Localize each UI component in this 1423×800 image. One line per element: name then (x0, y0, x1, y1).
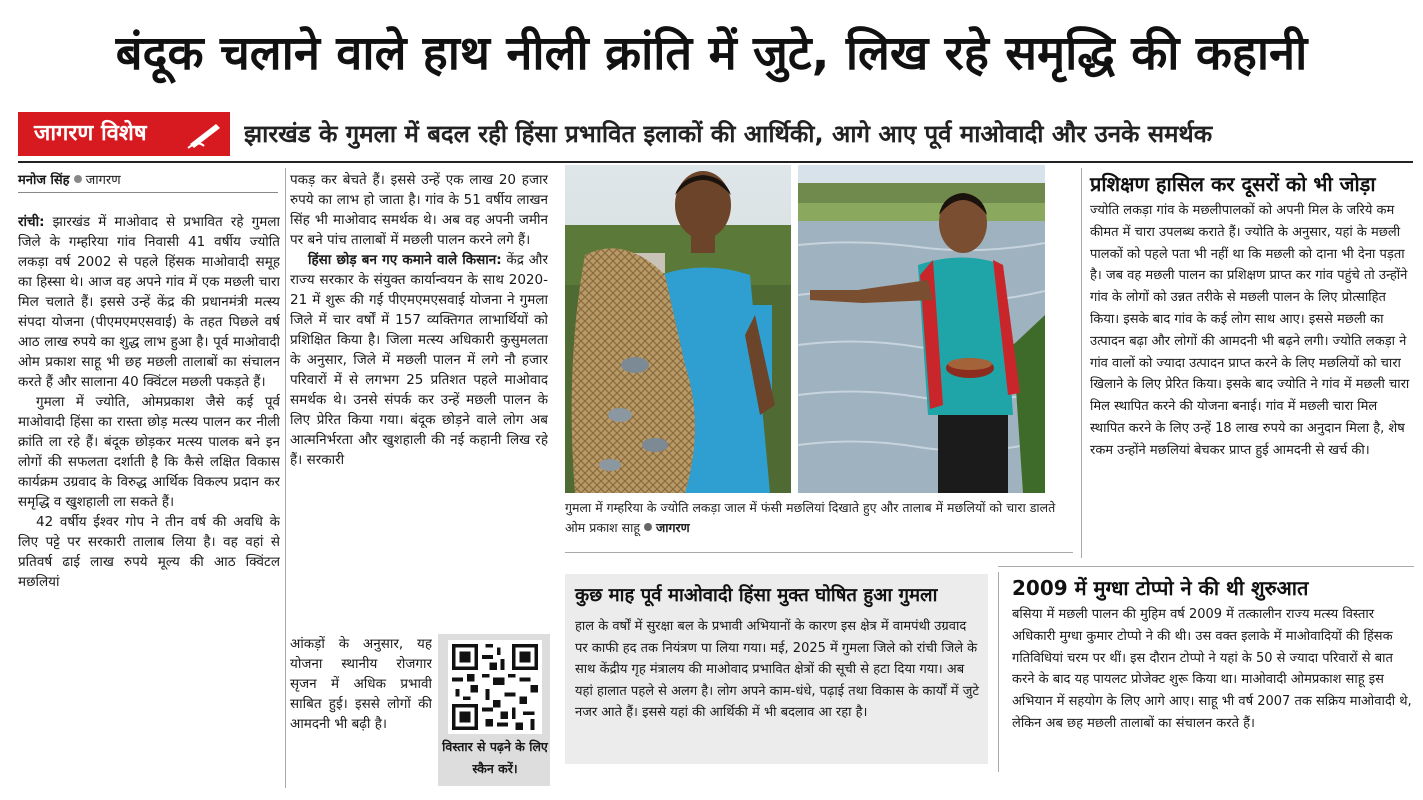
sidebar-2-text: बसिया में मछली पालन की मुहिम वर्ष 2009 में तत्कालीन राज्य मत्स्य विस्तार अधिकारी मुग्धा कुमार टोप्पो ने की थी। उस वक्त इलाके में माओवादियों की हिंसक गतिविधियां चरम पर थीं। इस दौरान टोप्पो ने यहां के 50 से ज्यादा परिवारों से बात करने के बाद यह पायलट प्रोजेक्ट शुरू किया था। माओवादी ओमप्रकाश साहू इस अभियान में सहयोग के लिए आगे आए। साहू भी वर्ष 2007 तक सक्रिय माओवादी थे, लेकिन अब छह मछली तालाबों का संचालन करते हैं। (1012, 607, 1412, 731)
paragraph: 42 वर्षीय ईश्वर गोप ने तीन वर्ष की अवधि के लिए पट्टे पर सरकारी तालाब लिया है। वह वहां से प्रतिवर्ष ढाई लाख रुपये मूल्य की आठ क्विंटल मछलियां (18, 514, 280, 590)
sidebar-1-text: ज्योति लकड़ा गांव के मछलीपालकों को अपनी मिल के जरिये कम कीमत में चारा उपलब्ध कराते हैं। ज्योति के अनुसार, यहां के मछली पालकों को पहले पता भी नहीं था कि मछली को दाना भी देना पड़ता है। जब वह मछली पालन का प्रशिक्षण प्राप्त कर गांव पहुंचे तो उन्होंने गांव के लोगों को उन्नत तरीके से मछली पालन के लिए प्रोत्साहित किया। इसके बाद गांव के कई लोग साथ आए। इससे मछली का उत्पादन बढ़ा और लोगों की आमदनी भी बढ़ने लगी। ज्योति लकड़ा ने गांव वालों को ज्यादा उत्पादन प्राप्त करने के लिए मछलियों को चारा खिलाने के लिए प्रेरित किया। इसके बाद ज्योति ने गांव में मछली चारा मिल स्थापित करने की योजना बनाई। गांव में मछली चारा मिल स्थापित करने के लिए उन्हें 18 लाख रुपये का अनुदान मिला है, शेष रकम उन्होंने मछलियां बेचकर प्राप्त हुई आमदनी से खर्च की। (1090, 203, 1410, 458)
sidebar-1-title: प्रशिक्षण हासिल कर दूसरों को भी जोड़ा (1090, 172, 1376, 196)
sidebar-2-vdivider (998, 572, 999, 772)
article-column-2-bottom (290, 634, 432, 784)
caption-text: गुमला में गम्हरिया के ज्योति लकड़ा जाल में फंसी मछलियां दिखाते हुए और तालाब में मछलियों को चारा डालते ओम प्रकाश साहू (565, 500, 1056, 535)
caption-source: जागरण (656, 520, 690, 535)
qr-label: विस्तार से पढ़ने के लिए स्कैन करें। (442, 739, 548, 776)
photo-caption (565, 498, 1065, 538)
sidebar-divider (1081, 168, 1082, 558)
bullet-icon (74, 175, 82, 183)
sidebar-2-divider (998, 566, 1414, 567)
author: मनोज सिंह (18, 173, 70, 188)
paragraph: आंकड़ों के अनुसार, यह योजना स्थानीय रोजगार सृजन में अधिक प्रभावी साबित हुई। इससे लोगों की आमदनी भी बढ़ी है। (290, 636, 432, 732)
byline (18, 170, 278, 188)
caption-divider (565, 552, 1073, 553)
paragraph: केंद्र और राज्य सरकार के संयुक्त कार्यान्वयन के साथ 2020-21 में शुरू की गई पीएमएमएसवाई योजना ने गुमला जिले में चार वर्षों में 157 व्यक्तिगत लाभार्थियों को प्रशिक्षित किया है। जिला मत्स्य अधिकारी कुसुमलता के अनुसार, जिले में मछली पालन में लगे नौ हजार परिवारों में से लगभग 25 प्रतिशत पहले माओवाद समर्थक थे। उनसे संपर्क कर उन्हें मछली पालन के लिए प्रेरित किया गया। बंदूक छोड़ने वाले लोग अब आत्मनिर्भरता और खुशहाली की नई कहानी लिख रहे हैं। सरकारी (290, 252, 548, 468)
column-divider (285, 168, 286, 788)
bullet-icon (644, 523, 652, 531)
qr-code[interactable] (448, 640, 542, 734)
dateline: रांची: (18, 214, 45, 230)
qr-block (438, 634, 550, 786)
paragraph: झारखंड में माओवाद से प्रभावित रहे गुमला जिले के गम्हरिया गांव निवासी 41 वर्षीय ज्योति लकड़ा वर्ष 2002 से पहले हिंसक माओवादी समूह का हिस्सा थे। आज वह अपने गांव में एक मछली चारा मिल चलाते हैं। इससे उन्हें केंद्र की प्रधानमंत्री मत्स्य संपदा योजना (पीएमएमएसवाई) के तहत पिछले वर्ष आठ लाख रुपये का शुद्ध लाभ हुआ है। पूर्व माओवादी ओम प्रकाश साहू भी छह मछली तालाबों का संचालन करते हैं और सालाना 40 क्विंटल मछली पकड़ते हैं। (18, 214, 280, 390)
subheading: हिंसा छोड़ बन गए कमाने वाले किसान: (308, 252, 502, 268)
source: जागरण (85, 173, 121, 188)
paragraph: पकड़ कर बेचते हैं। इससे उन्हें एक लाख 20 हजार रुपये का लाभ हो जाता है। गांव के 51 वर्षीय लाखन सिंह भी माओवाद समर्थक थे। अब वह अपनी जमीन पर बने पांच तालाबों में मछली पालन करने लगे हैं। (290, 172, 548, 248)
info-box-text: हाल के वर्षों में सुरक्षा बल के प्रभावी अभियानों के कारण इस क्षेत्र में वामपंथी उग्रवाद पर काफी हद तक नियंत्रण पा लिया गया। मई, 2025 में गुमला जिले को रांची जिले के साथ केंद्रीय गृह मंत्रालय की माओवाद प्रभावित क्षेत्रों की सूची से हटा दिया गया। अब यहां हालात पहले से अलग है। लोग अपने काम-धंधे, पढ़ाई तथा विकास के कार्यों में जुटे नजर आते हैं। इससे यहां की आर्थिकी में भी बदलाव आ रहा है। (575, 619, 979, 721)
byline-divider (18, 192, 278, 193)
pen-icon (186, 118, 224, 150)
paragraph: गुमला में ज्योति, ओमप्रकाश जैसे कई पूर्व माओवादी हिंसा का रास्ता छोड़ मत्स्य पालन कर नीली क्रांति ला रहे हैं। बंदूक छोड़कर मत्स्य पालक बने इन लोगों की सफलता दर्शाती है कि कैसे लक्षित विकास कार्यक्रम उग्रवाद के विरुद्ध आर्थिक विकल्प प्रदान कर समृद्धि व खुशहाली ला सकते हैं। (18, 394, 280, 510)
subheadline: झारखंड के गुमला में बदल रही हिंसा प्रभावित इलाकों की आर्थिकी, आगे आए पूर्व माओवादी और उनके समर्थक (244, 120, 1213, 148)
article-column-2 (290, 170, 548, 640)
top-divider (18, 161, 1413, 163)
info-box (565, 574, 988, 764)
info-box-title: कुछ माह पूर्व माओवादी हिंसा मुक्त घोषित हुआ गुमला (575, 585, 938, 606)
badge-label: जागरण विशेष (34, 121, 147, 146)
article-column-1 (18, 212, 280, 792)
photo-man-with-net (565, 165, 791, 493)
photo-man-at-pond (798, 165, 1045, 493)
section-badge (18, 112, 230, 156)
sidebar-2-title: 2009 में मुग्धा टोप्पो ने की थी शुरुआत (1012, 576, 1309, 600)
headline: बंदूक चलाने वाले हाथ नीली क्रांति में जुटे, लिख रहे समृद्धि की कहानी (115, 26, 1308, 81)
